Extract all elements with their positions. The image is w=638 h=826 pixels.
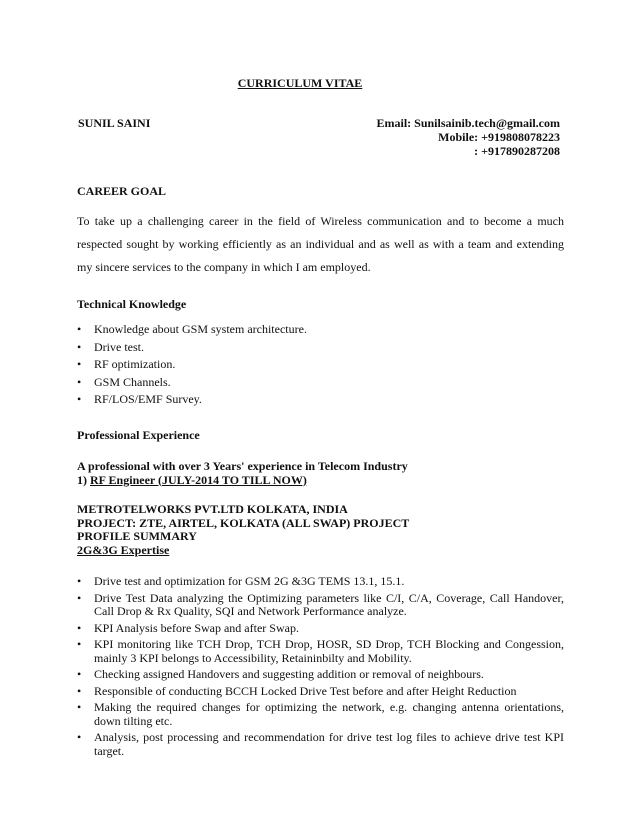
profile-summary-heading: PROFILE SUMMARY <box>77 529 197 543</box>
bullet-icon: • <box>77 683 82 698</box>
list-item-text: Checking assigned Handovers and suggesting addition or removal of neighbours. <box>94 667 484 681</box>
bullet-icon: • <box>77 322 82 336</box>
role-number: 1) <box>77 472 87 487</box>
list-item <box>77 638 564 665</box>
bullet-icon: • <box>77 339 82 354</box>
list-item <box>77 575 564 589</box>
list-item-text: Analysis, post processing and recommendation for drive test log files to achieve drive test KPI target. <box>94 730 564 758</box>
bullet-icon: • <box>77 730 82 744</box>
contact-block <box>376 116 560 158</box>
career-goal-line: my sincere services to the company in which I am employed. <box>77 260 371 274</box>
career-goal-line: To take up a challenging career in the field of Wireless communication and to become a much <box>77 214 564 228</box>
list-item <box>77 668 564 682</box>
list-item-text: KPI Analysis before Swap and after Swap. <box>94 620 299 635</box>
list-item <box>77 391 307 409</box>
bullet-icon: • <box>77 574 82 588</box>
professional-experience-heading: Professional Experience <box>77 428 200 442</box>
list-item <box>77 622 564 636</box>
role-line <box>77 474 408 488</box>
list-item <box>77 339 307 357</box>
career-goal-line: respected sought by working efficiently as an individual and as well as with a team and extending <box>77 237 564 251</box>
bullet-icon: • <box>77 392 82 406</box>
expertise-list <box>77 575 564 761</box>
bullet-icon: • <box>77 637 82 651</box>
list-item-text: RF optimization. <box>94 357 176 371</box>
list-item <box>77 731 564 758</box>
bullet-icon: • <box>77 620 82 635</box>
bullet-icon: • <box>77 667 82 681</box>
list-item <box>77 374 307 392</box>
list-item-text: GSM Channels. <box>94 374 171 389</box>
candidate-name: SUNIL SAINI <box>78 116 151 130</box>
technical-knowledge-heading: Technical Knowledge <box>77 297 187 311</box>
project-name: PROJECT: ZTE, AIRTEL, KOLKATA (ALL SWAP) PROJECT <box>77 515 410 530</box>
experience-summary-block <box>77 460 408 487</box>
bullet-icon: • <box>77 357 82 371</box>
mobile-text: Mobile: +919808078223 <box>438 130 560 144</box>
list-item-text: Making the required changes for optimizing the network, e.g. changing antenna orientations, down tilting etc. <box>94 700 564 728</box>
company-name: METROTELWORKS PVT.LTD KOLKATA, INDIA <box>77 502 348 516</box>
experience-summary: A professional with over 3 Years' experience in Telecom Industry <box>77 459 408 473</box>
list-item-text: RF/LOS/EMF Survey. <box>94 392 202 406</box>
role-title: RF Engineer (JULY-2014 TO TILL NOW) <box>90 472 307 487</box>
list-item-text: Knowledge about GSM system architecture. <box>94 322 307 336</box>
mobile-alt-text: : +917890287208 <box>474 144 560 158</box>
technical-knowledge-list <box>77 321 307 409</box>
project-block <box>77 503 409 557</box>
list-item <box>77 321 307 339</box>
document-title: CURRICULUM VITAE <box>237 76 363 90</box>
list-item <box>77 701 564 728</box>
expertise-heading: 2G&3G Expertise <box>77 542 170 557</box>
bullet-icon: • <box>77 374 82 389</box>
list-item-text: Drive test and optimization for GSM 2G &3G TEMS 13.1, 15.1. <box>94 574 405 588</box>
list-item-text: KPI monitoring like TCH Drop, TCH Drop, HOSR, SD Drop, TCH Blocking and Congession, mainly 3 KPI belongs to Accessibility, Retaininbilty and Mobility. <box>94 637 564 665</box>
bullet-icon: • <box>77 700 82 714</box>
list-item-text: Responsible of conducting BCCH Locked Drive Test before and after Height Reduction <box>94 683 517 698</box>
list-item <box>77 592 564 619</box>
email-text: Email: Sunilsainib.tech@gmail.com <box>376 116 560 130</box>
list-item-text: Drive Test Data analyzing the Optimizing parameters like C/I, C/A, Coverage, Call Handover, Call Drop & Rx Quality, SQI and Network Performance analyze. <box>94 590 564 618</box>
bullet-icon: • <box>77 590 82 605</box>
list-item-text: Drive test. <box>94 339 144 354</box>
list-item <box>77 356 307 374</box>
career-goal-paragraph <box>77 210 564 279</box>
list-item <box>77 685 564 699</box>
career-goal-heading: CAREER GOAL <box>77 184 167 198</box>
